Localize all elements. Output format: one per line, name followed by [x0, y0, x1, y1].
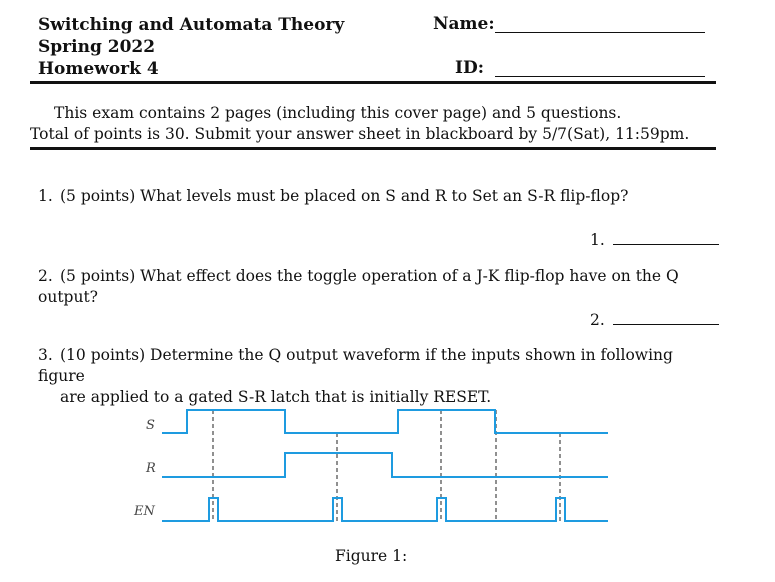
header-divider — [30, 81, 716, 84]
waveform-s — [162, 410, 608, 433]
instructions-divider — [30, 147, 716, 150]
question-2 — [38, 266, 716, 308]
name-blank — [495, 32, 705, 33]
signal-label-s: S — [146, 418, 155, 433]
instructions-line-2: Total of points is 30. Submit your answer sheet in blackboard by 5/7(Sat), 11:59pm. — [30, 125, 690, 143]
timing-diagram — [120, 395, 620, 535]
course-title: Switching and Automata Theory — [38, 15, 345, 35]
question-1 — [38, 186, 716, 207]
figure-caption: Figure 1: — [335, 547, 408, 565]
instructions-line-1: This exam contains 2 pages (including this cover page) and 5 questions. — [54, 104, 622, 122]
question-number: 2. — [38, 267, 53, 285]
signal-label-r: R — [146, 461, 156, 476]
signal-label-en: EN — [134, 504, 155, 519]
waveform-r — [162, 453, 608, 477]
exam-instructions — [30, 103, 716, 145]
answer-1 — [590, 231, 719, 249]
question-text-line-1: (10 points) Determine the Q output waveform if the inputs shown in following figure — [38, 346, 673, 385]
dashed-markers — [213, 410, 560, 521]
question-number: 3. — [38, 346, 53, 364]
answer-2 — [590, 311, 719, 329]
answer-label: 2. — [590, 311, 605, 329]
name-field — [433, 14, 713, 36]
course-term: Spring 2022 — [38, 37, 156, 57]
name-label: Name: — [433, 14, 495, 34]
id-label: ID: — [455, 58, 484, 78]
answer-label: 1. — [590, 231, 605, 249]
question-text: (5 points) What effect does the toggle operation of a J-K flip-flop have on the Q output? — [38, 267, 679, 306]
answer-blank — [613, 323, 719, 325]
course-header — [38, 14, 344, 80]
id-blank — [495, 76, 705, 77]
waveform-en — [162, 498, 608, 521]
assignment-title: Homework 4 — [38, 59, 159, 79]
answer-blank — [613, 243, 719, 245]
id-field — [455, 58, 715, 80]
question-text-line-2: are applied to a gated S-R latch that is initially RESET. — [60, 388, 492, 406]
question-number: 1. — [38, 187, 53, 205]
question-text: (5 points) What levels must be placed on S and R to Set an S-R flip-flop? — [60, 187, 629, 205]
